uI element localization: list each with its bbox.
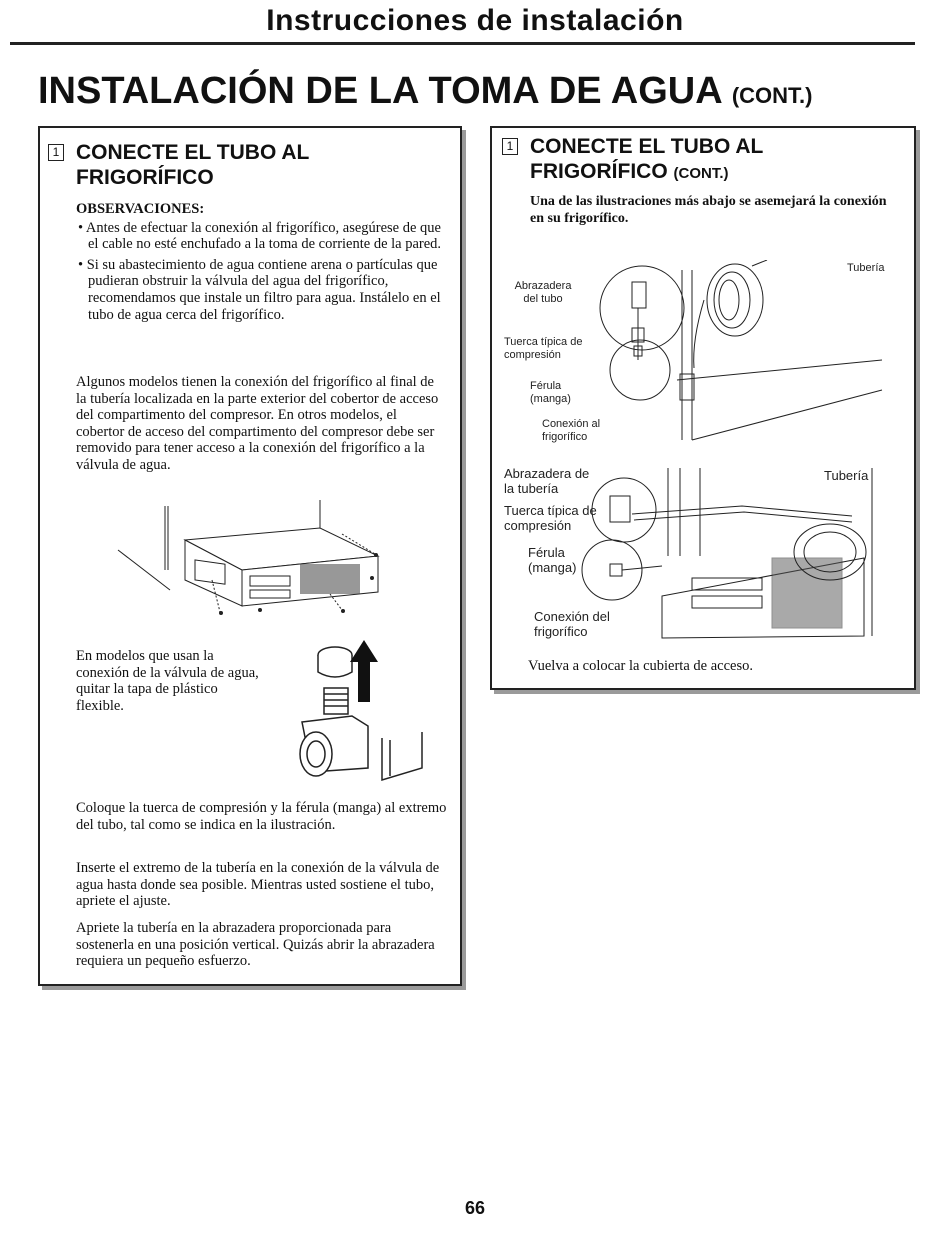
- section-title: [38, 70, 813, 113]
- page-header-title: Instrucciones de instalación: [266, 4, 684, 37]
- figure-2-illustration: [572, 466, 902, 646]
- fig1-ferula-line1: Férula: [530, 380, 562, 392]
- fig1-tuberia-label: Tubería: [847, 262, 885, 274]
- left-paragraph-1: Algunos modelos tienen la conexión del frigorífico al final de la tubería localizada en la parte exterior del cobertor de acceso del compartimento del compresor. En otros modelos, el cobertor de acceso del compartimento del compresor debe ser removido para tener acceso a la conexión del frigorífico a la válvula de agua.: [76, 374, 439, 473]
- fig1-ferula-label: [530, 380, 571, 405]
- fig2-tuberia-label: Tubería: [824, 468, 869, 483]
- step-number-box: 1: [502, 138, 518, 155]
- fig2-ferula-line2: (manga): [528, 559, 577, 575]
- right-intro: Una de las ilustraciones más abajo se asemejará la conexión en su frigorífico.: [530, 194, 887, 226]
- fig2-ferula-line1: Férula: [528, 545, 565, 560]
- right-step-title-suffix: (CONT.): [673, 165, 729, 182]
- left-step-title-line1: CONECTE EL TUBO AL: [76, 141, 310, 164]
- fig1-tuerca-line2: compresión: [504, 348, 561, 361]
- fig1-ferula-line2: (manga): [530, 392, 571, 405]
- step-number-box: 1: [48, 144, 64, 161]
- note-bullet-1: • Antes de efectuar la conexión al frigorífico, asegúrese de que el cable no esté enchufado a la toma de corriente de la pared.: [78, 219, 442, 253]
- fig1-abrazadera-line1: Abrazadera: [514, 280, 572, 292]
- fig1-tuerca-label: [504, 336, 600, 361]
- page-number: 66: [464, 1198, 486, 1218]
- fig1-conexion-label: [542, 418, 600, 443]
- left-step-title-line2: FRIGORÍFICO: [76, 166, 214, 189]
- fig1-tuerca-line1: Tuerca típica de: [504, 336, 583, 348]
- fig1-abrazadera-line2: del tubo: [523, 292, 563, 305]
- left-panel: [38, 126, 462, 986]
- note-bullet-2: • Si su abastecimiento de agua contiene arena o partículas que pudieran obstruir la válvula del agua del frigorífico, recomendamos que instale un filtro para agua. Instálelo en el tubo de agua cerca del frigorífico.: [78, 256, 441, 323]
- fig2-tuerca-line1: Tuerca típica de: [504, 503, 597, 518]
- fig2-conexion-label: [534, 610, 610, 639]
- fig2-abrazadera-line2: la tubería: [504, 480, 559, 496]
- left-step-title: [76, 140, 309, 190]
- access-cover-illustration: [110, 498, 390, 616]
- fig2-abrazadera-label: [504, 467, 589, 496]
- right-step-title: [530, 134, 763, 186]
- header-rule: [10, 42, 915, 45]
- figure-1-illustration: [592, 260, 892, 450]
- fig2-tuerca-label: [504, 504, 597, 533]
- cap-removal-text: En modelos que usan la conexión de la válvula de agua, quitar la tapa de plástico flexible.: [76, 648, 259, 714]
- notes-heading: OBSERVACIONES:: [76, 201, 205, 217]
- fig2-conexion-line2: frigorífico: [534, 623, 588, 639]
- right-step-title-line2: [530, 159, 763, 186]
- left-paragraph-4: Apriete la tubería en la abrazadera proporcionada para sostenerla en una posición vertical. Quizás abrir la abrazadera requiera un pequeño esfuerzo.: [76, 920, 435, 970]
- fig2-ferula-label: [528, 546, 576, 575]
- section-title-suffix: (CONT.): [731, 83, 813, 108]
- fig1-conexion-line2: frigorífico: [542, 430, 588, 443]
- cap-removal-illustration: [290, 640, 430, 790]
- right-step-title-line1: CONECTE EL TUBO AL: [530, 135, 764, 158]
- fig2-tuerca-line2: compresión: [504, 517, 572, 533]
- fig1-abrazadera-label: [504, 280, 582, 305]
- fig2-conexion-line1: Conexión del: [534, 609, 610, 624]
- fig1-conexion-line1: Conexión al: [542, 418, 601, 430]
- right-panel: [490, 126, 916, 690]
- left-paragraph-3: Inserte el extremo de la tubería en la conexión de la válvula de agua hasta donde sea posible. Mientras usted sostiene el tubo, apriete el ajuste.: [76, 860, 440, 910]
- left-notes: [76, 201, 448, 323]
- right-closing: Vuelva a colocar la cubierta de acceso.: [528, 658, 753, 674]
- fig2-abrazadera-line1: Abrazadera de: [504, 466, 590, 481]
- section-title-text: INSTALACIÓN DE LA TOMA DE AGUA: [38, 70, 722, 112]
- left-paragraph-2: Coloque la tuerca de compresión y la férula (manga) al extremo del tubo, tal como se indica en la ilustración.: [76, 800, 447, 833]
- right-step-title-line2-text: FRIGORÍFICO: [530, 160, 668, 183]
